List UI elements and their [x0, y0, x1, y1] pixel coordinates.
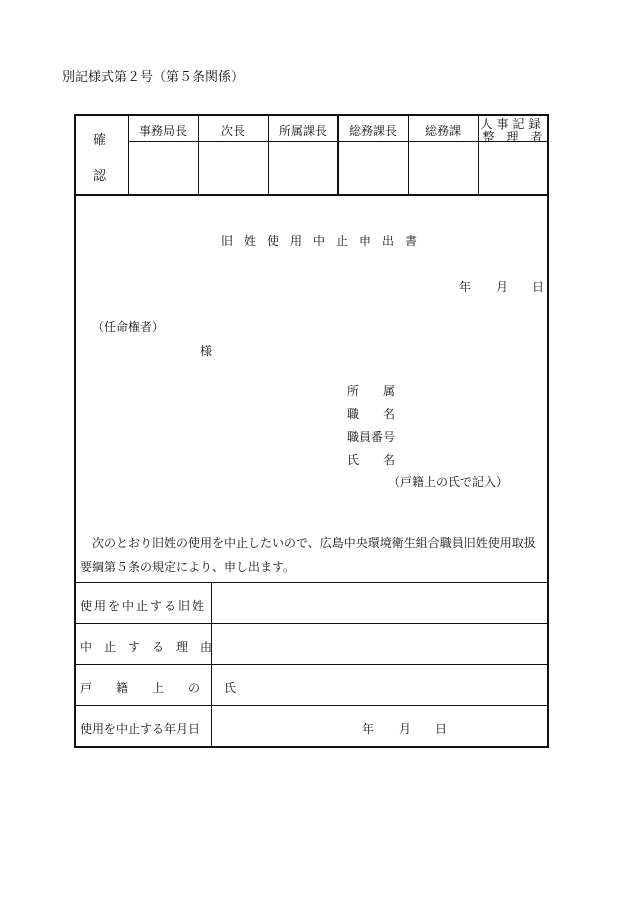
approval-col-secretary-general: 事務局長: [138, 124, 187, 138]
stamp-box-general-affairs-chief[interactable]: [339, 142, 408, 194]
old-name-field[interactable]: [212, 583, 547, 623]
document-title: 旧姓使用中止申出書: [221, 234, 429, 248]
stop-date-day-label: 日: [435, 722, 448, 736]
approval-col-deputy: 次長: [220, 124, 245, 138]
approval-col-records-line2: 整 理 者: [482, 130, 543, 144]
date-day-label: 日: [532, 280, 545, 294]
row-label-old-name: 使用を中止する旧姓: [80, 599, 207, 613]
kakunin-char-bottom: 認: [93, 169, 107, 184]
approval-col-records-line1: 人事記録: [480, 117, 545, 131]
approval-col-general-affairs: 総務課: [424, 124, 461, 138]
row-label-reason: 中 止 す る 理 由: [80, 640, 213, 654]
reason-field[interactable]: [212, 624, 547, 664]
applicant-staff-number-label: 職員番号: [347, 430, 396, 444]
stop-date-month-label: 月: [399, 722, 412, 736]
row-label-stop-date: 使用を中止する年月日: [80, 722, 201, 736]
applicant-affiliation-label: 所 属: [347, 384, 396, 398]
applicant-name-label: 氏 名: [347, 453, 396, 467]
stamp-box-general-affairs[interactable]: [409, 142, 478, 194]
honorific-sama: 様: [200, 344, 213, 358]
form-number: 別記様式第２号（第５条関係）: [62, 70, 245, 85]
kakunin-char-top: 確: [93, 133, 107, 148]
stamp-box-deputy[interactable]: [199, 142, 268, 194]
applicant-position-label: 職 名: [347, 407, 396, 421]
stop-date-year-label: 年: [362, 722, 375, 736]
approval-col-section-chief: 所属課長: [278, 124, 327, 138]
row-label-family-name: 戸 籍 上 の 氏: [80, 681, 237, 695]
body-text-line1: 次のとおり旧姓の使用を中止したいので、広島中央環境衛生組合職員旧姓使用取扱: [92, 536, 536, 550]
stamp-box-secretary-general[interactable]: [129, 142, 198, 194]
family-name-field[interactable]: [212, 665, 547, 705]
addressee: （任命権者）: [92, 320, 165, 334]
date-year-label: 年: [459, 280, 472, 294]
approval-col-general-affairs-chief: 総務課長: [348, 124, 397, 138]
date-month-label: 月: [496, 280, 509, 294]
stamp-box-section-chief[interactable]: [269, 142, 337, 194]
stamp-box-records[interactable]: [479, 142, 547, 194]
body-text-line2: 要綱第５条の規定により、申し出ます。: [80, 560, 296, 574]
stop-date-field[interactable]: [212, 706, 547, 746]
applicant-name-note: （戸籍上の氏で記入）: [388, 475, 509, 489]
